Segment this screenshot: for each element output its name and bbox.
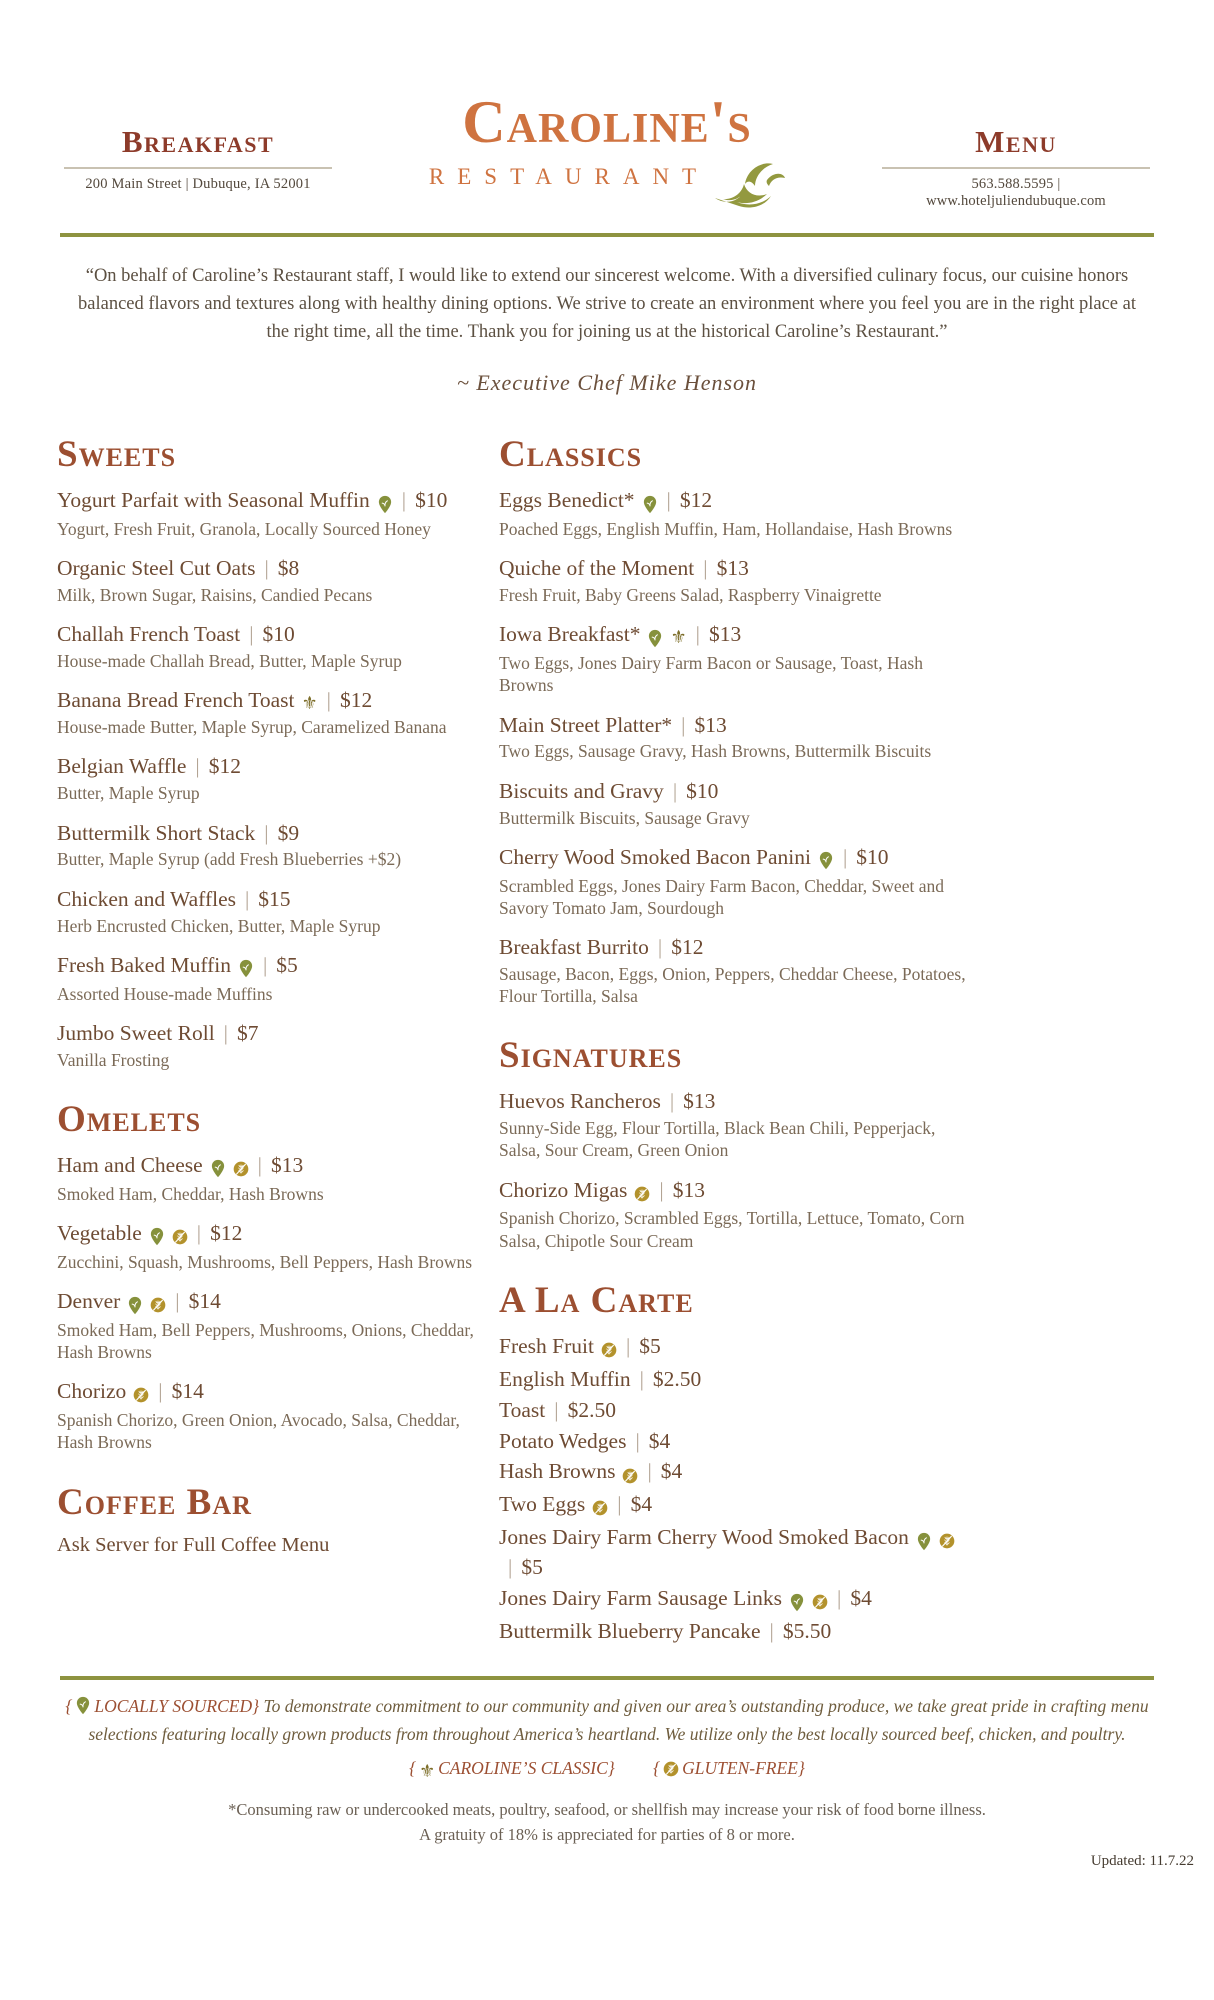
item-head: [57, 555, 489, 582]
item-description: Buttermilk Biscuits, Sausage Gravy: [499, 807, 750, 828]
item-head: [57, 820, 489, 847]
item-name: Potato Wedges: [499, 1428, 627, 1453]
menu-item: [57, 820, 489, 871]
bottom-divider: [60, 1676, 1154, 1680]
menu-item: [499, 844, 1139, 919]
item-price: $4: [648, 1428, 671, 1453]
menu-item: [57, 886, 489, 937]
gluten-free-wheat-icon: [622, 1460, 638, 1488]
item-price: $4: [660, 1459, 683, 1484]
price-separator: |: [244, 886, 250, 911]
item-price: $13: [683, 1089, 716, 1114]
disclaimer-block: [0, 1798, 1214, 1848]
menu-item: [499, 1618, 969, 1646]
menu-item: [499, 1397, 969, 1425]
item-name: Jones Dairy Farm Sausage Links: [499, 1586, 783, 1611]
item-name: Buttermilk Blueberry Pancake: [499, 1619, 761, 1644]
item-name: Huevos Rancheros: [499, 1089, 661, 1114]
item-description: Assorted House-made Muffins: [57, 983, 273, 1004]
menu-block: [882, 124, 1150, 210]
item-price: $13: [708, 622, 742, 647]
gluten-free-wheat-icon: [601, 1335, 617, 1363]
item-head: [57, 1020, 489, 1047]
chef-signature: ~ Executive Chef Mike Henson: [456, 370, 758, 396]
price-separator: |: [617, 1492, 622, 1517]
price-separator: |: [249, 622, 254, 647]
item-name: Buttermilk Short Stack: [57, 820, 256, 845]
item-description: Vanilla Frosting: [57, 1049, 170, 1070]
item-head: [499, 934, 1139, 961]
fleur-de-lis-icon: ⚜: [670, 627, 687, 649]
locally-sourced-pin-icon: [238, 954, 254, 981]
page-header: [0, 0, 1214, 215]
top-divider: [60, 233, 1154, 237]
gluten-free-tag: { GLUTEN-FREE}: [653, 1758, 805, 1778]
item-head: [499, 1585, 969, 1615]
item-price: $7: [236, 1020, 259, 1045]
price-separator: |: [175, 1288, 180, 1313]
item-name: Cherry Wood Smoked Bacon Panini: [499, 844, 811, 869]
item-description: Scrambled Eggs, Jones Dairy Farm Bacon, Cheddar, Sweet and Savory Tomato Jam, Sourdough: [499, 875, 944, 918]
item-description: Herb Encrusted Chicken, Butter, Maple Syrup: [57, 915, 381, 936]
item-head: [499, 1458, 969, 1488]
gluten-free-wheat-icon: [592, 1493, 608, 1521]
gluten-free-wheat-icon: [233, 1154, 249, 1181]
section-classics: [499, 436, 1139, 1007]
item-description: Butter, Maple Syrup: [57, 783, 200, 804]
item-description: Yogurt, Fresh Fruit, Granola, Locally Sourced Honey: [57, 518, 431, 539]
item-name: Fresh Baked Muffin: [57, 952, 231, 977]
price-separator: |: [262, 952, 268, 977]
item-price: $5: [276, 952, 298, 977]
menu-item: [499, 1177, 1139, 1252]
price-separator: |: [769, 1619, 774, 1644]
item-price: $12: [679, 488, 713, 513]
item-name: Eggs Benedict*: [499, 488, 635, 513]
price-separator: |: [264, 820, 269, 845]
menu-title: Menu: [882, 124, 1150, 169]
menu-item: [499, 712, 1139, 763]
item-description: Smoked Ham, Cheddar, Hash Browns: [57, 1183, 324, 1204]
item-name: Jones Dairy Farm Cherry Wood Smoked Bacon: [499, 1525, 909, 1550]
menu-item: [499, 621, 1139, 696]
menu-item: [499, 1491, 969, 1521]
gluten-free-wheat-icon: [663, 1761, 679, 1782]
locally-sourced-pin-icon: [210, 1154, 226, 1181]
locally-sourced-pin-icon: [149, 1222, 165, 1249]
section-a-la-carte: [499, 1279, 969, 1646]
locally-sourced-legend: [53, 1694, 1161, 1748]
menu-item: [57, 1378, 489, 1453]
breakfast-block: [64, 124, 332, 193]
locally-sourced-text: To demonstrate commitment to our community and given our area’s outstanding produce, we take great pride in crafting menu selections featuring locally grown products from throughout America’s heartland. We utilize only the best locally sourced beef, chicken, and poultry.: [88, 1696, 1149, 1745]
item-description: Sausage, Bacon, Eggs, Onion, Peppers, Cheddar Cheese, Potatoes, Flour Tortilla, Salsa: [499, 963, 966, 1007]
item-name: Denver: [57, 1288, 121, 1313]
item-name: Fresh Fruit: [499, 1333, 594, 1358]
locally-sourced-pin-icon: [642, 489, 658, 516]
item-head: [57, 1220, 489, 1249]
item-description: House-made Challah Bread, Butter, Maple Syrup: [57, 651, 402, 672]
item-name: Banana Bread French Toast: [57, 688, 295, 713]
menu-item: [499, 1428, 969, 1456]
item-description: Two Eggs, Sausage Gravy, Hash Browns, Buttermilk Biscuits: [499, 741, 932, 762]
menu-item: [499, 1333, 969, 1363]
item-price: $5: [521, 1555, 543, 1580]
item-name: English Muffin: [499, 1366, 631, 1391]
item-price: $13: [694, 712, 727, 737]
section-sweets: [57, 436, 489, 1071]
menu-item: [57, 1152, 489, 1205]
price-separator: |: [223, 1020, 228, 1045]
welcome-quote: “On behalf of Caroline’s Restaurant staff, I would like to extend our sincerest welcome. With a diversified culinary focus, our cuisine honors balanced flavors and textures along with healthy dining options. We strive to create an environment where you feel you are in the right place at the right time, all the time. Thank you for joining us at the historical Caroline’s Restaurant.”: [78, 266, 1136, 342]
item-name: Chicken and Waffles: [57, 886, 236, 911]
menu-item: [499, 1088, 1139, 1161]
item-name: Organic Steel Cut Oats: [57, 556, 256, 581]
price-separator: |: [666, 488, 671, 513]
item-name: Ham and Cheese: [57, 1152, 203, 1177]
item-price: $12: [671, 935, 704, 960]
item-head: [499, 844, 1139, 873]
menu-item: [57, 555, 489, 606]
price-separator: |: [195, 754, 200, 779]
item-description: Sunny-Side Egg, Flour Tortilla, Black Bean Chili, Pepperjack, Salsa, Sour Cream, Green Onion: [499, 1118, 936, 1161]
item-head: [57, 952, 489, 981]
item-head: [499, 621, 1139, 650]
locally-sourced-pin-icon: [647, 623, 663, 650]
gluten-free-wheat-icon: [150, 1290, 166, 1317]
item-head: [499, 1366, 969, 1394]
item-price: $15: [258, 886, 291, 911]
leaf-flourish-icon: [711, 158, 785, 215]
item-description: Fresh Fruit, Baby Greens Salad, Raspberry Vinaigrette: [499, 585, 882, 606]
item-head: [499, 1618, 969, 1646]
price-separator: |: [196, 1220, 202, 1245]
locally-sourced-pin-icon: [916, 1526, 932, 1554]
section-title-classics: Classics: [499, 434, 643, 476]
left-column: [57, 436, 489, 1587]
item-description: Poached Eggs, English Muffin, Ham, Hollandaise, Hash Browns: [499, 518, 953, 539]
menu-columns: [0, 436, 1214, 1676]
item-name: Belgian Waffle: [57, 754, 187, 779]
item-name: Yogurt Parfait with Seasonal Muffin: [57, 488, 370, 513]
price-separator: |: [639, 1366, 644, 1391]
price-separator: |: [672, 778, 678, 803]
price-separator: |: [842, 844, 848, 869]
price-separator: |: [657, 935, 663, 960]
item-description: Spanish Chorizo, Green Onion, Avocado, Salsa, Cheddar, Hash Browns: [57, 1410, 460, 1453]
menu-item: [499, 1524, 969, 1582]
price-separator: |: [554, 1397, 559, 1422]
gluten-free-wheat-icon: [939, 1526, 955, 1554]
updated-date: Updated: 11.7.22: [1090, 1853, 1194, 1870]
price-separator: |: [508, 1555, 513, 1580]
item-name: Iowa Breakfast*: [499, 622, 641, 647]
price-separator: |: [625, 1333, 631, 1358]
item-name: Two Eggs: [499, 1492, 586, 1517]
price-separator: |: [659, 1177, 664, 1202]
menu-item: [499, 487, 1139, 540]
restaurant-contact: 563.588.5595 | www.hoteljuliendubuque.com: [926, 176, 1106, 209]
menu-item: [57, 487, 489, 540]
item-name: Hash Browns: [499, 1459, 616, 1484]
right-column: [499, 436, 1139, 1676]
item-name: Toast: [499, 1397, 546, 1422]
item-head: [499, 1333, 969, 1363]
section-title-a-la-carte: A La Carte: [499, 1279, 694, 1321]
item-price: $9: [277, 820, 300, 845]
item-price: $10: [856, 844, 889, 869]
item-price: $4: [850, 1586, 872, 1611]
item-head: [499, 1088, 1139, 1115]
item-head: [57, 753, 489, 780]
item-price: $14: [188, 1288, 221, 1313]
item-name: Chorizo: [57, 1379, 127, 1404]
fleur-de-lis-icon: ⚜: [301, 693, 318, 715]
locally-sourced-pin-icon: [789, 1587, 805, 1615]
section-title-sweets: Sweets: [57, 434, 177, 476]
price-separator: |: [326, 688, 331, 713]
item-head: [57, 487, 489, 516]
fleur-de-lis-icon: ⚜: [419, 1760, 436, 1782]
item-description: Butter, Maple Syrup (add Fresh Blueberries +$2): [57, 849, 402, 870]
section-omelets: [57, 1098, 489, 1454]
item-description: Spanish Chorizo, Scrambled Eggs, Tortilla, Lettuce, Tomato, Corn Salsa, Chipotle Sour Cream: [499, 1208, 965, 1251]
item-price: $13: [716, 556, 749, 581]
item-head: [499, 1428, 969, 1456]
locally-sourced-pin-icon: [75, 1696, 91, 1722]
item-head: [499, 1397, 969, 1425]
gluten-free-wheat-icon: [172, 1222, 188, 1249]
section-signatures: [499, 1037, 1139, 1251]
restaurant-logo: [428, 89, 785, 215]
carolines-classic-tag: { ⚜ CAROLINE’S CLASSIC}: [409, 1757, 615, 1782]
item-price: $14: [171, 1379, 204, 1404]
item-head: [499, 778, 1139, 805]
breakfast-title: Breakfast: [64, 124, 332, 169]
section-title-coffee-bar: Coffee Bar: [57, 1481, 252, 1523]
item-price: $8: [277, 556, 300, 581]
item-price: $12: [210, 1220, 243, 1245]
item-price: $12: [339, 688, 373, 713]
price-separator: |: [158, 1379, 163, 1404]
item-description: Zucchini, Squash, Mushrooms, Bell Peppers, Hash Browns: [57, 1251, 473, 1272]
item-head: [57, 886, 489, 913]
item-name: Challah French Toast: [57, 622, 241, 647]
price-separator: |: [681, 712, 686, 737]
restaurant-address: 200 Main Street | Dubuque, IA 52001: [85, 176, 311, 192]
menu-item: [499, 1585, 969, 1615]
item-price: $5: [639, 1333, 661, 1358]
item-head: [499, 1177, 1139, 1206]
menu-item: [57, 1020, 489, 1071]
item-price: $10: [415, 488, 448, 513]
item-head: [57, 621, 489, 648]
item-name: Biscuits and Gravy: [499, 778, 664, 803]
gluten-free-wheat-icon: [133, 1380, 149, 1407]
item-head: [499, 1491, 969, 1521]
item-price: $2.50: [567, 1397, 616, 1422]
item-price: $5.50: [782, 1619, 832, 1644]
item-head: [57, 1378, 489, 1407]
item-head: [499, 555, 1139, 582]
item-price: $2.50: [652, 1366, 702, 1391]
logo-subtitle: RESTAURANT: [428, 164, 710, 189]
item-price: $10: [686, 778, 719, 803]
item-price: $4: [630, 1492, 653, 1517]
icon-legend: [0, 1758, 1214, 1782]
item-description: Two Eggs, Jones Dairy Farm Bacon or Sausage, Toast, Hash Browns: [499, 653, 923, 696]
menu-item: [57, 687, 489, 738]
menu-item: [499, 1366, 969, 1394]
raw-food-disclaimer: *Consuming raw or undercooked meats, poultry, seafood, or shellfish may increase your risk of food borne illness.: [228, 1799, 986, 1819]
menu-item: [57, 621, 489, 672]
price-separator: |: [647, 1459, 652, 1484]
price-separator: |: [669, 1089, 675, 1114]
menu-item: [499, 1458, 969, 1488]
item-head: [57, 1288, 489, 1317]
locally-sourced-pin-icon: [377, 489, 393, 516]
menu-item: [499, 555, 1139, 606]
menu-item: [57, 1220, 489, 1273]
item-head: [57, 1152, 489, 1181]
price-separator: |: [635, 1428, 640, 1453]
item-description: Smoked Ham, Bell Peppers, Mushrooms, Onions, Cheddar, Hash Browns: [57, 1319, 474, 1363]
price-separator: |: [401, 488, 407, 513]
price-separator: |: [264, 556, 269, 581]
item-name: Main Street Platter*: [499, 712, 673, 737]
item-price: $13: [270, 1152, 304, 1177]
menu-item: [499, 934, 1139, 1007]
item-description: House-made Butter, Maple Syrup, Caramelized Banana: [57, 717, 447, 738]
price-separator: |: [695, 622, 700, 647]
gluten-free-wheat-icon: [812, 1587, 828, 1615]
item-price: $10: [262, 622, 295, 647]
gluten-free-wheat-icon: [634, 1179, 650, 1206]
price-separator: |: [703, 556, 708, 581]
item-head: [499, 1524, 969, 1582]
section-title-omelets: Omelets: [57, 1098, 202, 1140]
page-footer: [0, 1676, 1214, 1870]
section-title-signatures: Signatures: [499, 1035, 683, 1077]
locally-sourced-pin-icon: [127, 1290, 143, 1317]
item-head: [57, 687, 489, 714]
item-price: $12: [208, 754, 241, 779]
price-separator: |: [837, 1586, 842, 1611]
gratuity-note: A gratuity of 18% is appreciated for parties of 8 or more.: [419, 1824, 795, 1844]
item-head: [499, 712, 1139, 739]
item-name: Chorizo Migas: [499, 1177, 628, 1202]
menu-item: [499, 778, 1139, 829]
menu-item: [57, 1288, 489, 1363]
section-note: Ask Server for Full Coffee Menu: [57, 1534, 330, 1557]
item-name: Quiche of the Moment: [499, 556, 695, 581]
item-name: Breakfast Burrito: [499, 935, 649, 960]
menu-item: [57, 753, 489, 804]
item-name: Jumbo Sweet Roll: [57, 1020, 215, 1045]
item-price: $13: [672, 1177, 705, 1202]
locally-sourced-tag: { LOCALLY SOURCED}: [65, 1696, 259, 1716]
item-name: Vegetable: [57, 1220, 142, 1245]
section-coffee-bar: [57, 1481, 489, 1558]
logo-name: Caroline's: [462, 89, 752, 155]
locally-sourced-pin-icon: [818, 846, 834, 873]
item-head: [499, 487, 1139, 516]
menu-item: [57, 952, 489, 1005]
price-separator: |: [257, 1152, 262, 1177]
item-description: Milk, Brown Sugar, Raisins, Candied Pecans: [57, 585, 373, 606]
